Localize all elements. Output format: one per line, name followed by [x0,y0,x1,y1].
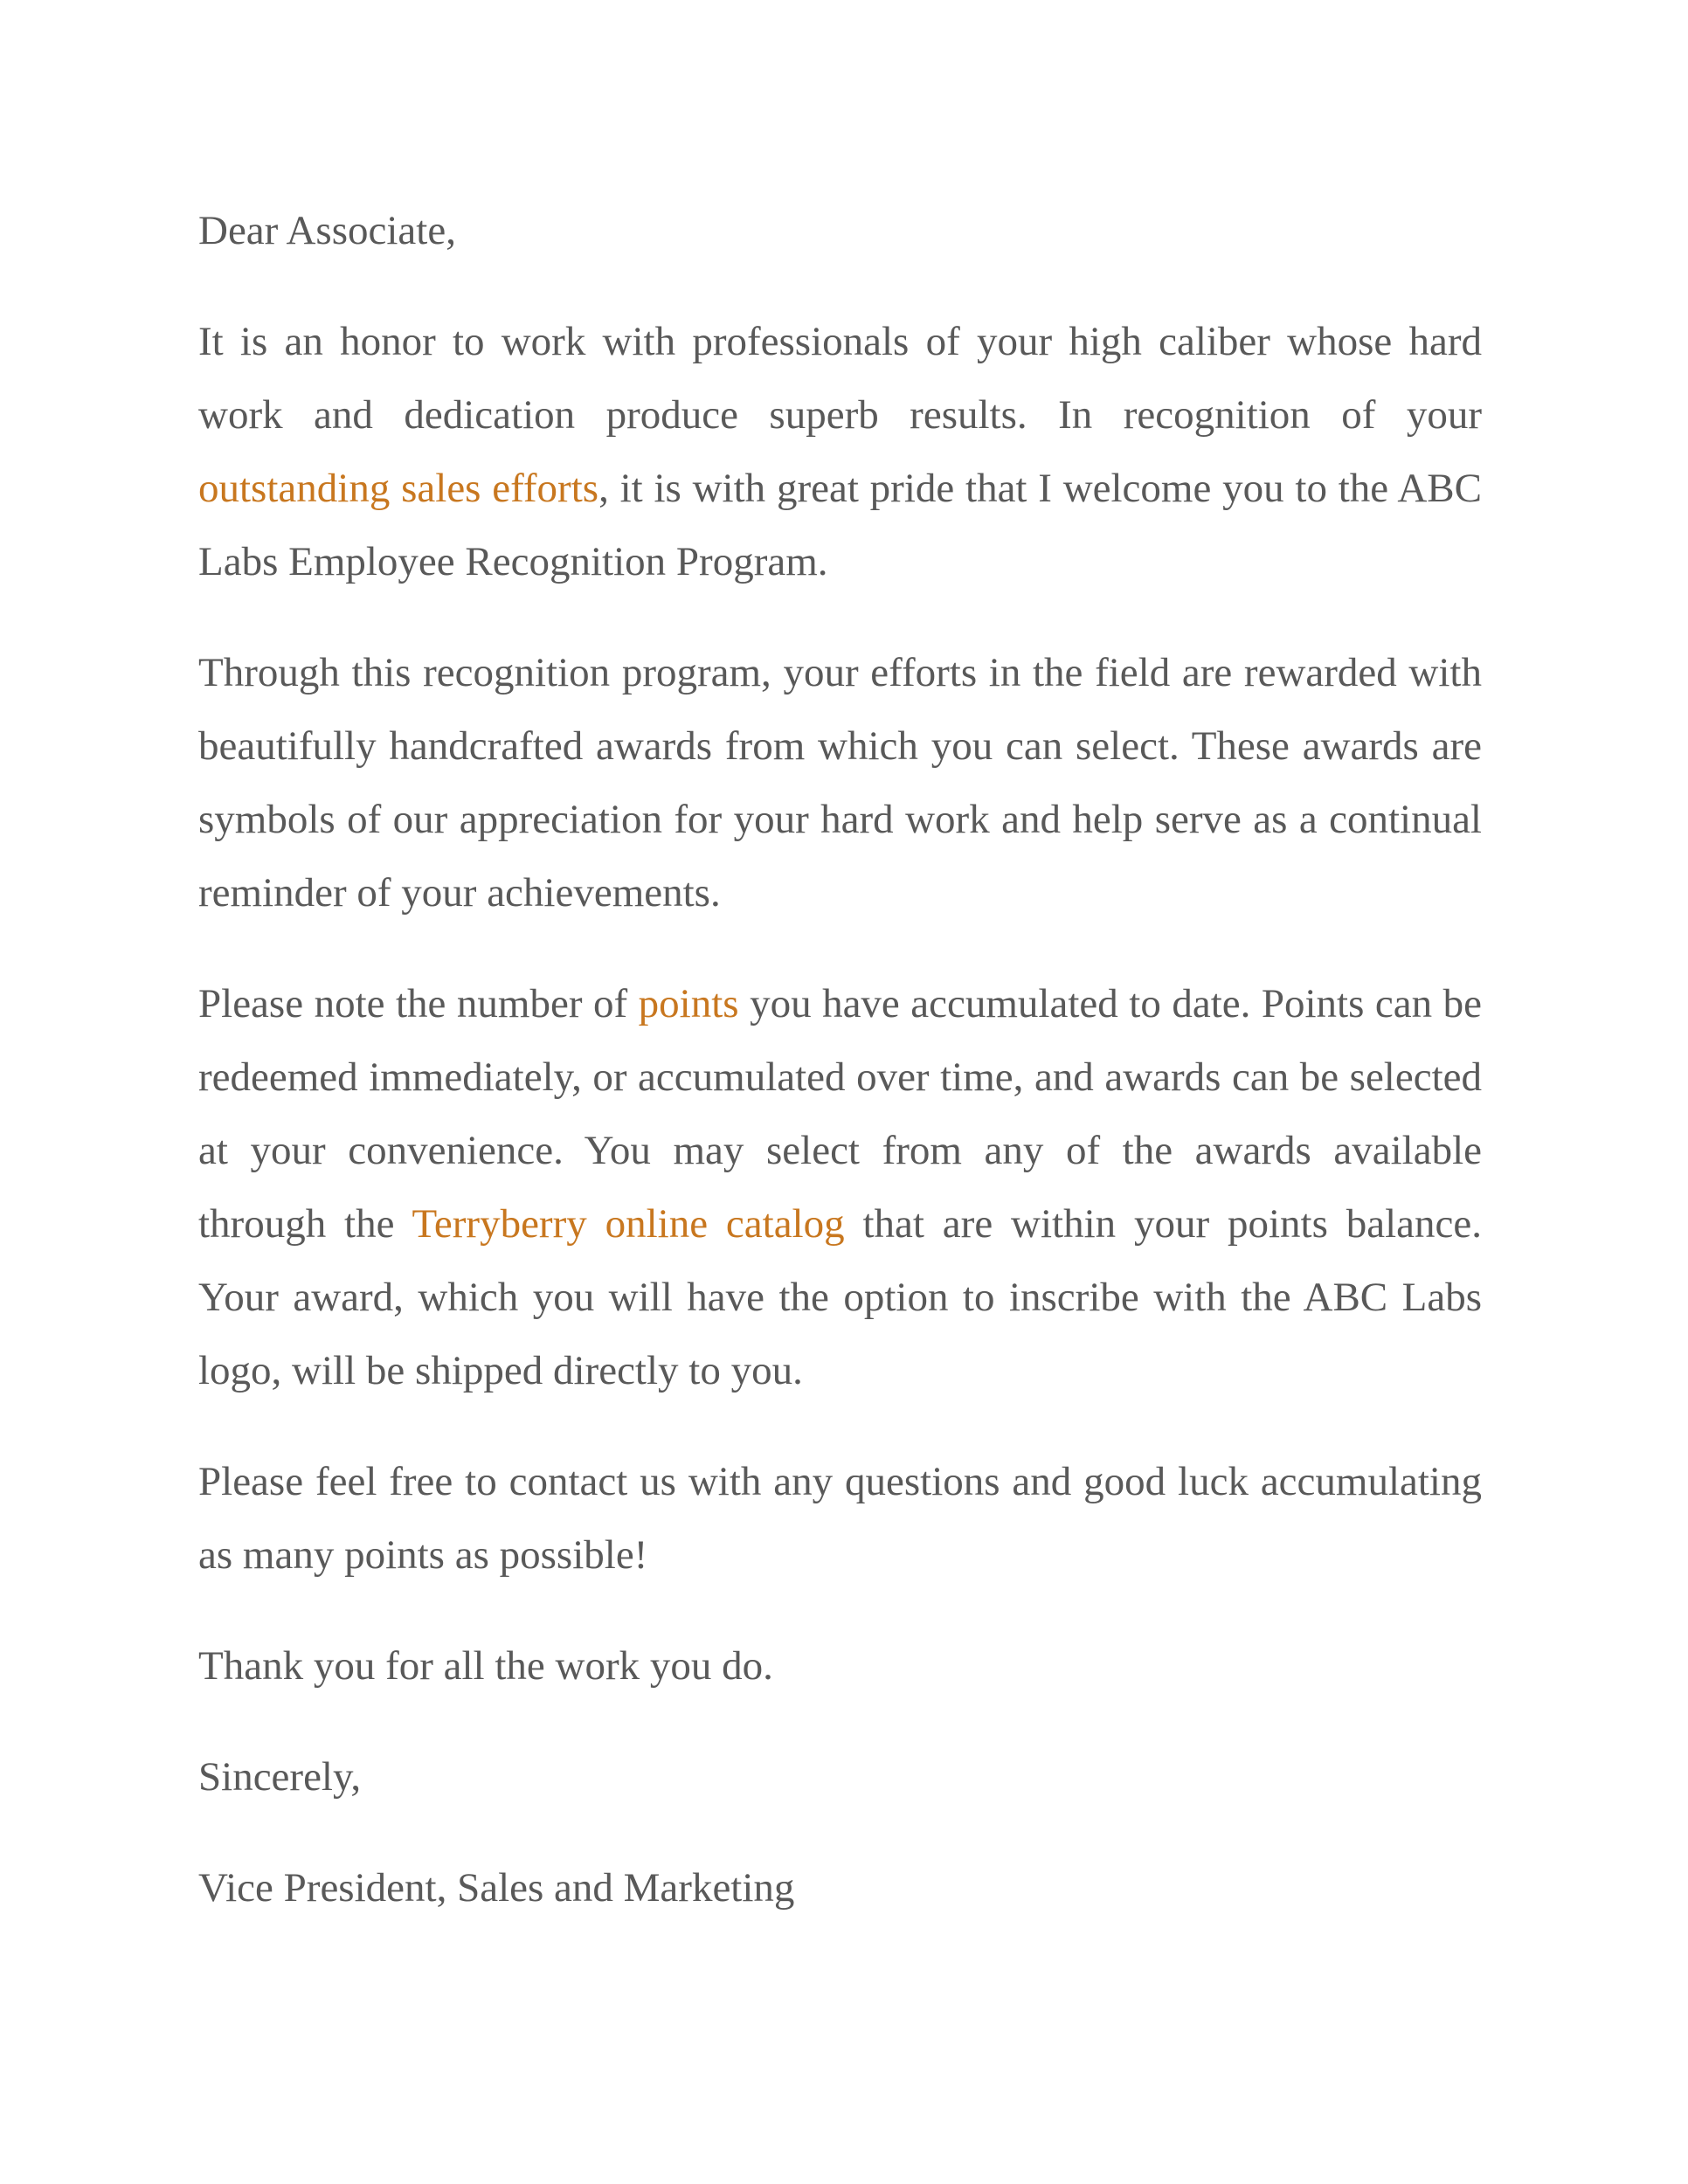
paragraph-points-text-2: you have accumulated to date. Points can be redeemed immediately, or accumulated over time, and awards can be selected at your convenience. You may select from any of the awards available through the [198,981,1482,1247]
highlight-terryberry-online-catalog: Terryberry online catalog [412,1201,845,1247]
paragraph-welcome-text-end: , it is with great pride that I welcome you to the ABC Labs Employee Recognition Program. [198,466,1482,584]
paragraph-program: Through this recognition program, your efforts in the field are rewarded with beautifully handcrafted awards from which you can select. These awards are symbols of our appreciation for your hard work and help serve as a continual reminder of your achievements. [198,650,1482,916]
paragraph-welcome [198,305,1482,598]
salutation: Dear Associate, [198,208,456,253]
paragraph-welcome-text-start: It is an honor to work with professionals of your high caliber whose hard work and dedication produce superb results. In recognition of your [198,319,1482,438]
paragraph-points-text-3: that are within your points balance. Your award, which you will have the option to inscribe with the ABC Labs logo, will be shipped directly to you. [198,1201,1483,1393]
highlight-points: points [638,981,739,1026]
paragraph-thanks: Thank you for all the work you do. [198,1643,773,1689]
highlight-outstanding-sales-efforts: outstanding sales efforts [198,466,599,511]
paragraph-points [198,967,1482,1407]
paragraph-points-text-1: Please note the number of [198,981,639,1026]
paragraph-contact: Please feel free to contact us with any questions and good luck accumulating as many points as possible! [198,1459,1482,1578]
signature: Vice President, Sales and Marketing [198,1865,795,1911]
closing: Sincerely, [198,1754,362,1800]
